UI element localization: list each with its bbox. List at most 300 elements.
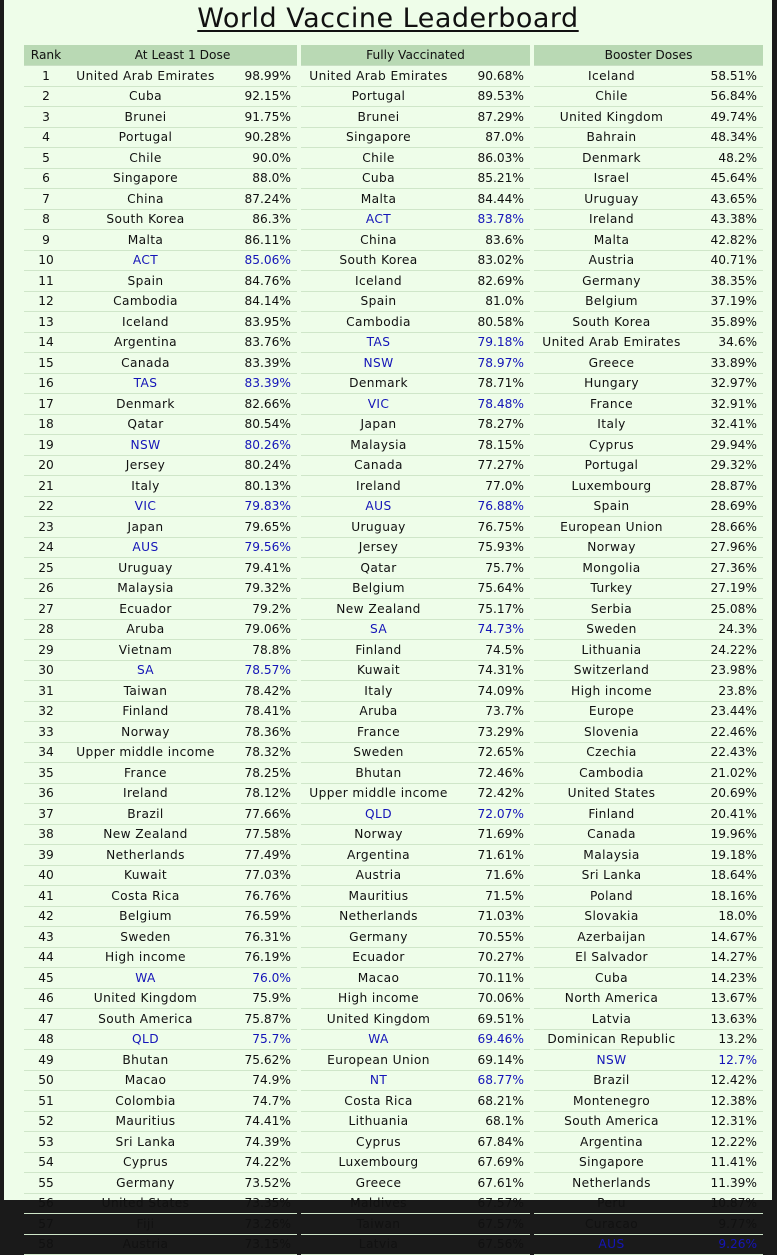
dose1-percent-cell: 74.39% [223, 1132, 297, 1153]
table-row [24, 210, 763, 231]
booster-country-cell: Hungary [534, 374, 689, 395]
booster-country-cell: United Arab Emirates [534, 333, 689, 354]
booster-percent-cell: 48.2% [689, 148, 763, 169]
full-country-cell: Bhutan [301, 763, 456, 784]
dose1-country-cell: United States [68, 1194, 223, 1215]
full-percent-cell: 72.07% [456, 804, 530, 825]
rank-cell: 30 [24, 661, 68, 682]
full-percent-cell: 75.17% [456, 599, 530, 620]
booster-percent-cell: 28.66% [689, 517, 763, 538]
table-row [24, 230, 763, 251]
full-percent-cell: 75.7% [456, 558, 530, 579]
booster-country-cell: Iceland [534, 66, 689, 87]
dose1-country-cell: Singapore [68, 169, 223, 190]
header-dose1: At Least 1 Dose [68, 45, 297, 66]
dose1-percent-cell: 73.35% [223, 1194, 297, 1215]
dose1-country-cell: Cuba [68, 87, 223, 108]
booster-percent-cell: 33.89% [689, 353, 763, 374]
booster-percent-cell: 18.64% [689, 866, 763, 887]
full-country-cell: Lithuania [301, 1112, 456, 1133]
rank-cell: 29 [24, 640, 68, 661]
booster-percent-cell: 45.64% [689, 169, 763, 190]
booster-percent-cell: 35.89% [689, 312, 763, 333]
dose1-percent-cell: 84.14% [223, 292, 297, 313]
booster-percent-cell: 18.16% [689, 886, 763, 907]
full-percent-cell: 85.21% [456, 169, 530, 190]
dose1-percent-cell: 78.32% [223, 743, 297, 764]
booster-country-cell: Serbia [534, 599, 689, 620]
booster-country-cell: United States [534, 784, 689, 805]
table-row [24, 87, 763, 108]
booster-country-cell: Azerbaijan [534, 927, 689, 948]
booster-country-cell: Switzerland [534, 661, 689, 682]
full-percent-cell: 67.57% [456, 1214, 530, 1235]
booster-percent-cell: 11.39% [689, 1173, 763, 1194]
full-percent-cell: 78.15% [456, 435, 530, 456]
dose1-country-cell: Norway [68, 722, 223, 743]
dose1-country-cell: Finland [68, 702, 223, 723]
full-percent-cell: 67.69% [456, 1153, 530, 1174]
booster-country-cell: Curacao [534, 1214, 689, 1235]
dose1-country-cell: Qatar [68, 415, 223, 436]
dose1-percent-cell: 76.31% [223, 927, 297, 948]
booster-country-cell: Malta [534, 230, 689, 251]
full-percent-cell: 87.29% [456, 107, 530, 128]
booster-percent-cell: 27.96% [689, 538, 763, 559]
full-country-cell: NT [301, 1071, 456, 1092]
dose1-percent-cell: 83.95% [223, 312, 297, 333]
full-country-cell: Finland [301, 640, 456, 661]
booster-country-cell: Latvia [534, 1009, 689, 1030]
dose1-percent-cell: 82.66% [223, 394, 297, 415]
dose1-percent-cell: 77.66% [223, 804, 297, 825]
dose1-country-cell: WA [68, 968, 223, 989]
full-country-cell: ACT [301, 210, 456, 231]
dose1-country-cell: ACT [68, 251, 223, 272]
table-row [24, 1132, 763, 1153]
table-row [24, 271, 763, 292]
full-percent-cell: 68.21% [456, 1091, 530, 1112]
full-country-cell: Brunei [301, 107, 456, 128]
full-percent-cell: 67.57% [456, 1194, 530, 1215]
booster-percent-cell: 27.36% [689, 558, 763, 579]
full-percent-cell: 78.48% [456, 394, 530, 415]
rank-cell: 17 [24, 394, 68, 415]
full-percent-cell: 75.64% [456, 579, 530, 600]
rank-cell: 12 [24, 292, 68, 313]
dose1-country-cell: Denmark [68, 394, 223, 415]
full-percent-cell: 71.5% [456, 886, 530, 907]
rank-cell: 34 [24, 743, 68, 764]
full-percent-cell: 71.6% [456, 866, 530, 887]
table-row [24, 107, 763, 128]
table-row [24, 353, 763, 374]
table-row [24, 989, 763, 1010]
booster-country-cell: Slovakia [534, 907, 689, 928]
dose1-country-cell: Macao [68, 1071, 223, 1092]
rank-cell: 10 [24, 251, 68, 272]
booster-country-cell: Lithuania [534, 640, 689, 661]
dose1-country-cell: Netherlands [68, 845, 223, 866]
full-country-cell: United Arab Emirates [301, 66, 456, 87]
table-row [24, 1112, 763, 1133]
booster-country-cell: Singapore [534, 1153, 689, 1174]
table-row [24, 743, 763, 764]
table-row [24, 1173, 763, 1194]
booster-percent-cell: 9.26% [689, 1235, 763, 1255]
dose1-country-cell: Fiji [68, 1214, 223, 1235]
dose1-percent-cell: 79.41% [223, 558, 297, 579]
booster-country-cell: Italy [534, 415, 689, 436]
booster-country-cell: Slovenia [534, 722, 689, 743]
booster-percent-cell: 14.23% [689, 968, 763, 989]
full-country-cell: Japan [301, 415, 456, 436]
dose1-percent-cell: 74.22% [223, 1153, 297, 1174]
booster-country-cell: Ireland [534, 210, 689, 231]
booster-country-cell: European Union [534, 517, 689, 538]
rank-cell: 46 [24, 989, 68, 1010]
table-row [24, 312, 763, 333]
dose1-percent-cell: 83.39% [223, 374, 297, 395]
booster-percent-cell: 23.44% [689, 702, 763, 723]
booster-country-cell: Belgium [534, 292, 689, 313]
full-country-cell: Malaysia [301, 435, 456, 456]
booster-percent-cell: 13.63% [689, 1009, 763, 1030]
dose1-country-cell: NSW [68, 435, 223, 456]
dose1-country-cell: Austria [68, 1235, 223, 1255]
dose1-percent-cell: 78.41% [223, 702, 297, 723]
dose1-country-cell: China [68, 189, 223, 210]
rank-cell: 21 [24, 476, 68, 497]
booster-percent-cell: 20.69% [689, 784, 763, 805]
table-row [24, 1235, 763, 1255]
full-percent-cell: 74.31% [456, 661, 530, 682]
booster-country-cell: Denmark [534, 148, 689, 169]
dose1-country-cell: Sri Lanka [68, 1132, 223, 1153]
dose1-country-cell: Sweden [68, 927, 223, 948]
rank-cell: 39 [24, 845, 68, 866]
table-row [24, 681, 763, 702]
full-percent-cell: 80.58% [456, 312, 530, 333]
booster-country-cell: Luxembourg [534, 476, 689, 497]
dose1-country-cell: High income [68, 948, 223, 969]
full-percent-cell: 78.71% [456, 374, 530, 395]
dose1-country-cell: United Arab Emirates [68, 66, 223, 87]
rank-cell: 33 [24, 722, 68, 743]
dose1-country-cell: Canada [68, 353, 223, 374]
booster-percent-cell: 18.0% [689, 907, 763, 928]
full-country-cell: Aruba [301, 702, 456, 723]
full-country-cell: Ecuador [301, 948, 456, 969]
booster-country-cell: High income [534, 681, 689, 702]
dose1-percent-cell: 80.24% [223, 456, 297, 477]
dose1-percent-cell: 91.75% [223, 107, 297, 128]
table-row [24, 435, 763, 456]
booster-percent-cell: 12.7% [689, 1050, 763, 1071]
dose1-percent-cell: 73.15% [223, 1235, 297, 1255]
dose1-percent-cell: 75.7% [223, 1030, 297, 1051]
booster-percent-cell: 24.3% [689, 620, 763, 641]
full-country-cell: Jersey [301, 538, 456, 559]
dose1-country-cell: Cyprus [68, 1153, 223, 1174]
header-fully-vaccinated: Fully Vaccinated [301, 45, 530, 66]
dose1-percent-cell: 98.99% [223, 66, 297, 87]
header-rank: Rank [24, 45, 68, 66]
dose1-country-cell: France [68, 763, 223, 784]
rank-cell: 26 [24, 579, 68, 600]
table-row [24, 558, 763, 579]
dose1-country-cell: Chile [68, 148, 223, 169]
full-country-cell: Spain [301, 292, 456, 313]
rank-cell: 49 [24, 1050, 68, 1071]
dose1-percent-cell: 75.87% [223, 1009, 297, 1030]
dose1-percent-cell: 73.52% [223, 1173, 297, 1194]
full-percent-cell: 83.6% [456, 230, 530, 251]
dose1-country-cell: VIC [68, 497, 223, 518]
dose1-percent-cell: 80.54% [223, 415, 297, 436]
booster-percent-cell: 28.87% [689, 476, 763, 497]
booster-percent-cell: 12.42% [689, 1071, 763, 1092]
booster-country-cell: Montenegro [534, 1091, 689, 1112]
dose1-country-cell: Bhutan [68, 1050, 223, 1071]
rank-cell: 5 [24, 148, 68, 169]
dose1-percent-cell: 74.7% [223, 1091, 297, 1112]
full-percent-cell: 79.18% [456, 333, 530, 354]
full-percent-cell: 87.0% [456, 128, 530, 149]
dose1-percent-cell: 86.11% [223, 230, 297, 251]
booster-percent-cell: 32.41% [689, 415, 763, 436]
booster-percent-cell: 29.94% [689, 435, 763, 456]
booster-percent-cell: 10.87% [689, 1194, 763, 1215]
full-percent-cell: 81.0% [456, 292, 530, 313]
table-row [24, 415, 763, 436]
full-percent-cell: 78.27% [456, 415, 530, 436]
dose1-percent-cell: 79.32% [223, 579, 297, 600]
table-row [24, 189, 763, 210]
table-row [24, 968, 763, 989]
booster-country-cell: El Salvador [534, 948, 689, 969]
full-percent-cell: 76.88% [456, 497, 530, 518]
booster-country-cell: Greece [534, 353, 689, 374]
header-row [24, 45, 763, 66]
booster-country-cell: Bahrain [534, 128, 689, 149]
rank-cell: 15 [24, 353, 68, 374]
table-row [24, 456, 763, 477]
full-percent-cell: 72.42% [456, 784, 530, 805]
booster-country-cell: Israel [534, 169, 689, 190]
dose1-country-cell: United Kingdom [68, 989, 223, 1010]
full-country-cell: Luxembourg [301, 1153, 456, 1174]
dose1-percent-cell: 83.39% [223, 353, 297, 374]
table-row [24, 620, 763, 641]
booster-percent-cell: 23.98% [689, 661, 763, 682]
full-country-cell: QLD [301, 804, 456, 825]
booster-percent-cell: 9.77% [689, 1214, 763, 1235]
booster-percent-cell: 32.91% [689, 394, 763, 415]
dose1-percent-cell: 73.26% [223, 1214, 297, 1235]
full-percent-cell: 73.7% [456, 702, 530, 723]
rank-cell: 27 [24, 599, 68, 620]
dose1-percent-cell: 75.62% [223, 1050, 297, 1071]
booster-percent-cell: 22.43% [689, 743, 763, 764]
booster-percent-cell: 27.19% [689, 579, 763, 600]
full-country-cell: Chile [301, 148, 456, 169]
dose1-percent-cell: 75.9% [223, 989, 297, 1010]
rank-cell: 41 [24, 886, 68, 907]
dose1-percent-cell: 78.36% [223, 722, 297, 743]
rank-cell: 48 [24, 1030, 68, 1051]
full-country-cell: Greece [301, 1173, 456, 1194]
full-percent-cell: 73.29% [456, 722, 530, 743]
booster-country-cell: Sweden [534, 620, 689, 641]
full-percent-cell: 83.78% [456, 210, 530, 231]
dose1-country-cell: Vietnam [68, 640, 223, 661]
full-country-cell: Macao [301, 968, 456, 989]
full-percent-cell: 67.61% [456, 1173, 530, 1194]
dose1-percent-cell: 86.3% [223, 210, 297, 231]
rank-cell: 45 [24, 968, 68, 989]
full-country-cell: Latvia [301, 1235, 456, 1255]
rank-cell: 38 [24, 825, 68, 846]
booster-percent-cell: 12.38% [689, 1091, 763, 1112]
rank-cell: 11 [24, 271, 68, 292]
booster-country-cell: United Kingdom [534, 107, 689, 128]
full-country-cell: Italy [301, 681, 456, 702]
rank-cell: 56 [24, 1194, 68, 1215]
full-percent-cell: 75.93% [456, 538, 530, 559]
table-row [24, 1009, 763, 1030]
booster-country-cell: NSW [534, 1050, 689, 1071]
booster-percent-cell: 56.84% [689, 87, 763, 108]
full-country-cell: Kuwait [301, 661, 456, 682]
dose1-country-cell: Japan [68, 517, 223, 538]
dose1-percent-cell: 80.26% [223, 435, 297, 456]
full-country-cell: Portugal [301, 87, 456, 108]
table-row [24, 927, 763, 948]
rank-cell: 43 [24, 927, 68, 948]
full-percent-cell: 70.06% [456, 989, 530, 1010]
dose1-country-cell: AUS [68, 538, 223, 559]
dose1-percent-cell: 76.76% [223, 886, 297, 907]
rank-cell: 7 [24, 189, 68, 210]
full-percent-cell: 90.68% [456, 66, 530, 87]
full-percent-cell: 77.27% [456, 456, 530, 477]
booster-country-cell: Cyprus [534, 435, 689, 456]
dose1-percent-cell: 77.49% [223, 845, 297, 866]
rank-cell: 50 [24, 1071, 68, 1092]
booster-country-cell: Canada [534, 825, 689, 846]
booster-percent-cell: 24.22% [689, 640, 763, 661]
table-body [24, 66, 763, 1255]
full-percent-cell: 67.84% [456, 1132, 530, 1153]
full-country-cell: VIC [301, 394, 456, 415]
rank-cell: 40 [24, 866, 68, 887]
rank-cell: 6 [24, 169, 68, 190]
rank-cell: 16 [24, 374, 68, 395]
full-country-cell: France [301, 722, 456, 743]
booster-percent-cell: 23.8% [689, 681, 763, 702]
dose1-country-cell: Ecuador [68, 599, 223, 620]
full-percent-cell: 86.03% [456, 148, 530, 169]
booster-country-cell: Malaysia [534, 845, 689, 866]
booster-country-cell: Dominican Republic [534, 1030, 689, 1051]
table-row [24, 394, 763, 415]
full-percent-cell: 82.69% [456, 271, 530, 292]
dose1-country-cell: Mauritius [68, 1112, 223, 1133]
full-percent-cell: 68.1% [456, 1112, 530, 1133]
table-row [24, 1030, 763, 1051]
full-country-cell: Norway [301, 825, 456, 846]
booster-percent-cell: 19.96% [689, 825, 763, 846]
booster-percent-cell: 20.41% [689, 804, 763, 825]
booster-country-cell: Mongolia [534, 558, 689, 579]
table-row [24, 907, 763, 928]
rank-cell: 42 [24, 907, 68, 928]
table-row [24, 333, 763, 354]
full-percent-cell: 70.55% [456, 927, 530, 948]
booster-percent-cell: 22.46% [689, 722, 763, 743]
booster-percent-cell: 58.51% [689, 66, 763, 87]
booster-country-cell: France [534, 394, 689, 415]
full-country-cell: Upper middle income [301, 784, 456, 805]
dose1-percent-cell: 92.15% [223, 87, 297, 108]
full-percent-cell: 69.51% [456, 1009, 530, 1030]
leaderboard-page [4, 0, 772, 1200]
rank-cell: 44 [24, 948, 68, 969]
rank-cell: 2 [24, 87, 68, 108]
rank-cell: 47 [24, 1009, 68, 1030]
full-country-cell: Mauritius [301, 886, 456, 907]
full-country-cell: Ireland [301, 476, 456, 497]
full-percent-cell: 74.5% [456, 640, 530, 661]
full-country-cell: New Zealand [301, 599, 456, 620]
table-row [24, 148, 763, 169]
full-percent-cell: 89.53% [456, 87, 530, 108]
table-row [24, 866, 763, 887]
full-country-cell: WA [301, 1030, 456, 1051]
dose1-country-cell: Colombia [68, 1091, 223, 1112]
page-title: World Vaccine Leaderboard [4, 0, 772, 40]
dose1-percent-cell: 76.19% [223, 948, 297, 969]
dose1-country-cell: Taiwan [68, 681, 223, 702]
dose1-country-cell: Belgium [68, 907, 223, 928]
rank-cell: 22 [24, 497, 68, 518]
table-row [24, 722, 763, 743]
table-row [24, 579, 763, 600]
rank-cell: 19 [24, 435, 68, 456]
booster-country-cell: Sri Lanka [534, 866, 689, 887]
full-country-cell: Malta [301, 189, 456, 210]
rank-cell: 31 [24, 681, 68, 702]
rank-cell: 18 [24, 415, 68, 436]
full-percent-cell: 77.0% [456, 476, 530, 497]
booster-percent-cell: 42.82% [689, 230, 763, 251]
dose1-country-cell: New Zealand [68, 825, 223, 846]
booster-percent-cell: 11.41% [689, 1153, 763, 1174]
table-row [24, 1050, 763, 1071]
dose1-country-cell: South Korea [68, 210, 223, 231]
rank-cell: 35 [24, 763, 68, 784]
full-percent-cell: 67.56% [456, 1235, 530, 1255]
full-country-cell: SA [301, 620, 456, 641]
rank-cell: 54 [24, 1153, 68, 1174]
rank-cell: 51 [24, 1091, 68, 1112]
dose1-percent-cell: 83.76% [223, 333, 297, 354]
booster-country-cell: Europe [534, 702, 689, 723]
full-country-cell: Qatar [301, 558, 456, 579]
dose1-country-cell: SA [68, 661, 223, 682]
booster-percent-cell: 14.67% [689, 927, 763, 948]
